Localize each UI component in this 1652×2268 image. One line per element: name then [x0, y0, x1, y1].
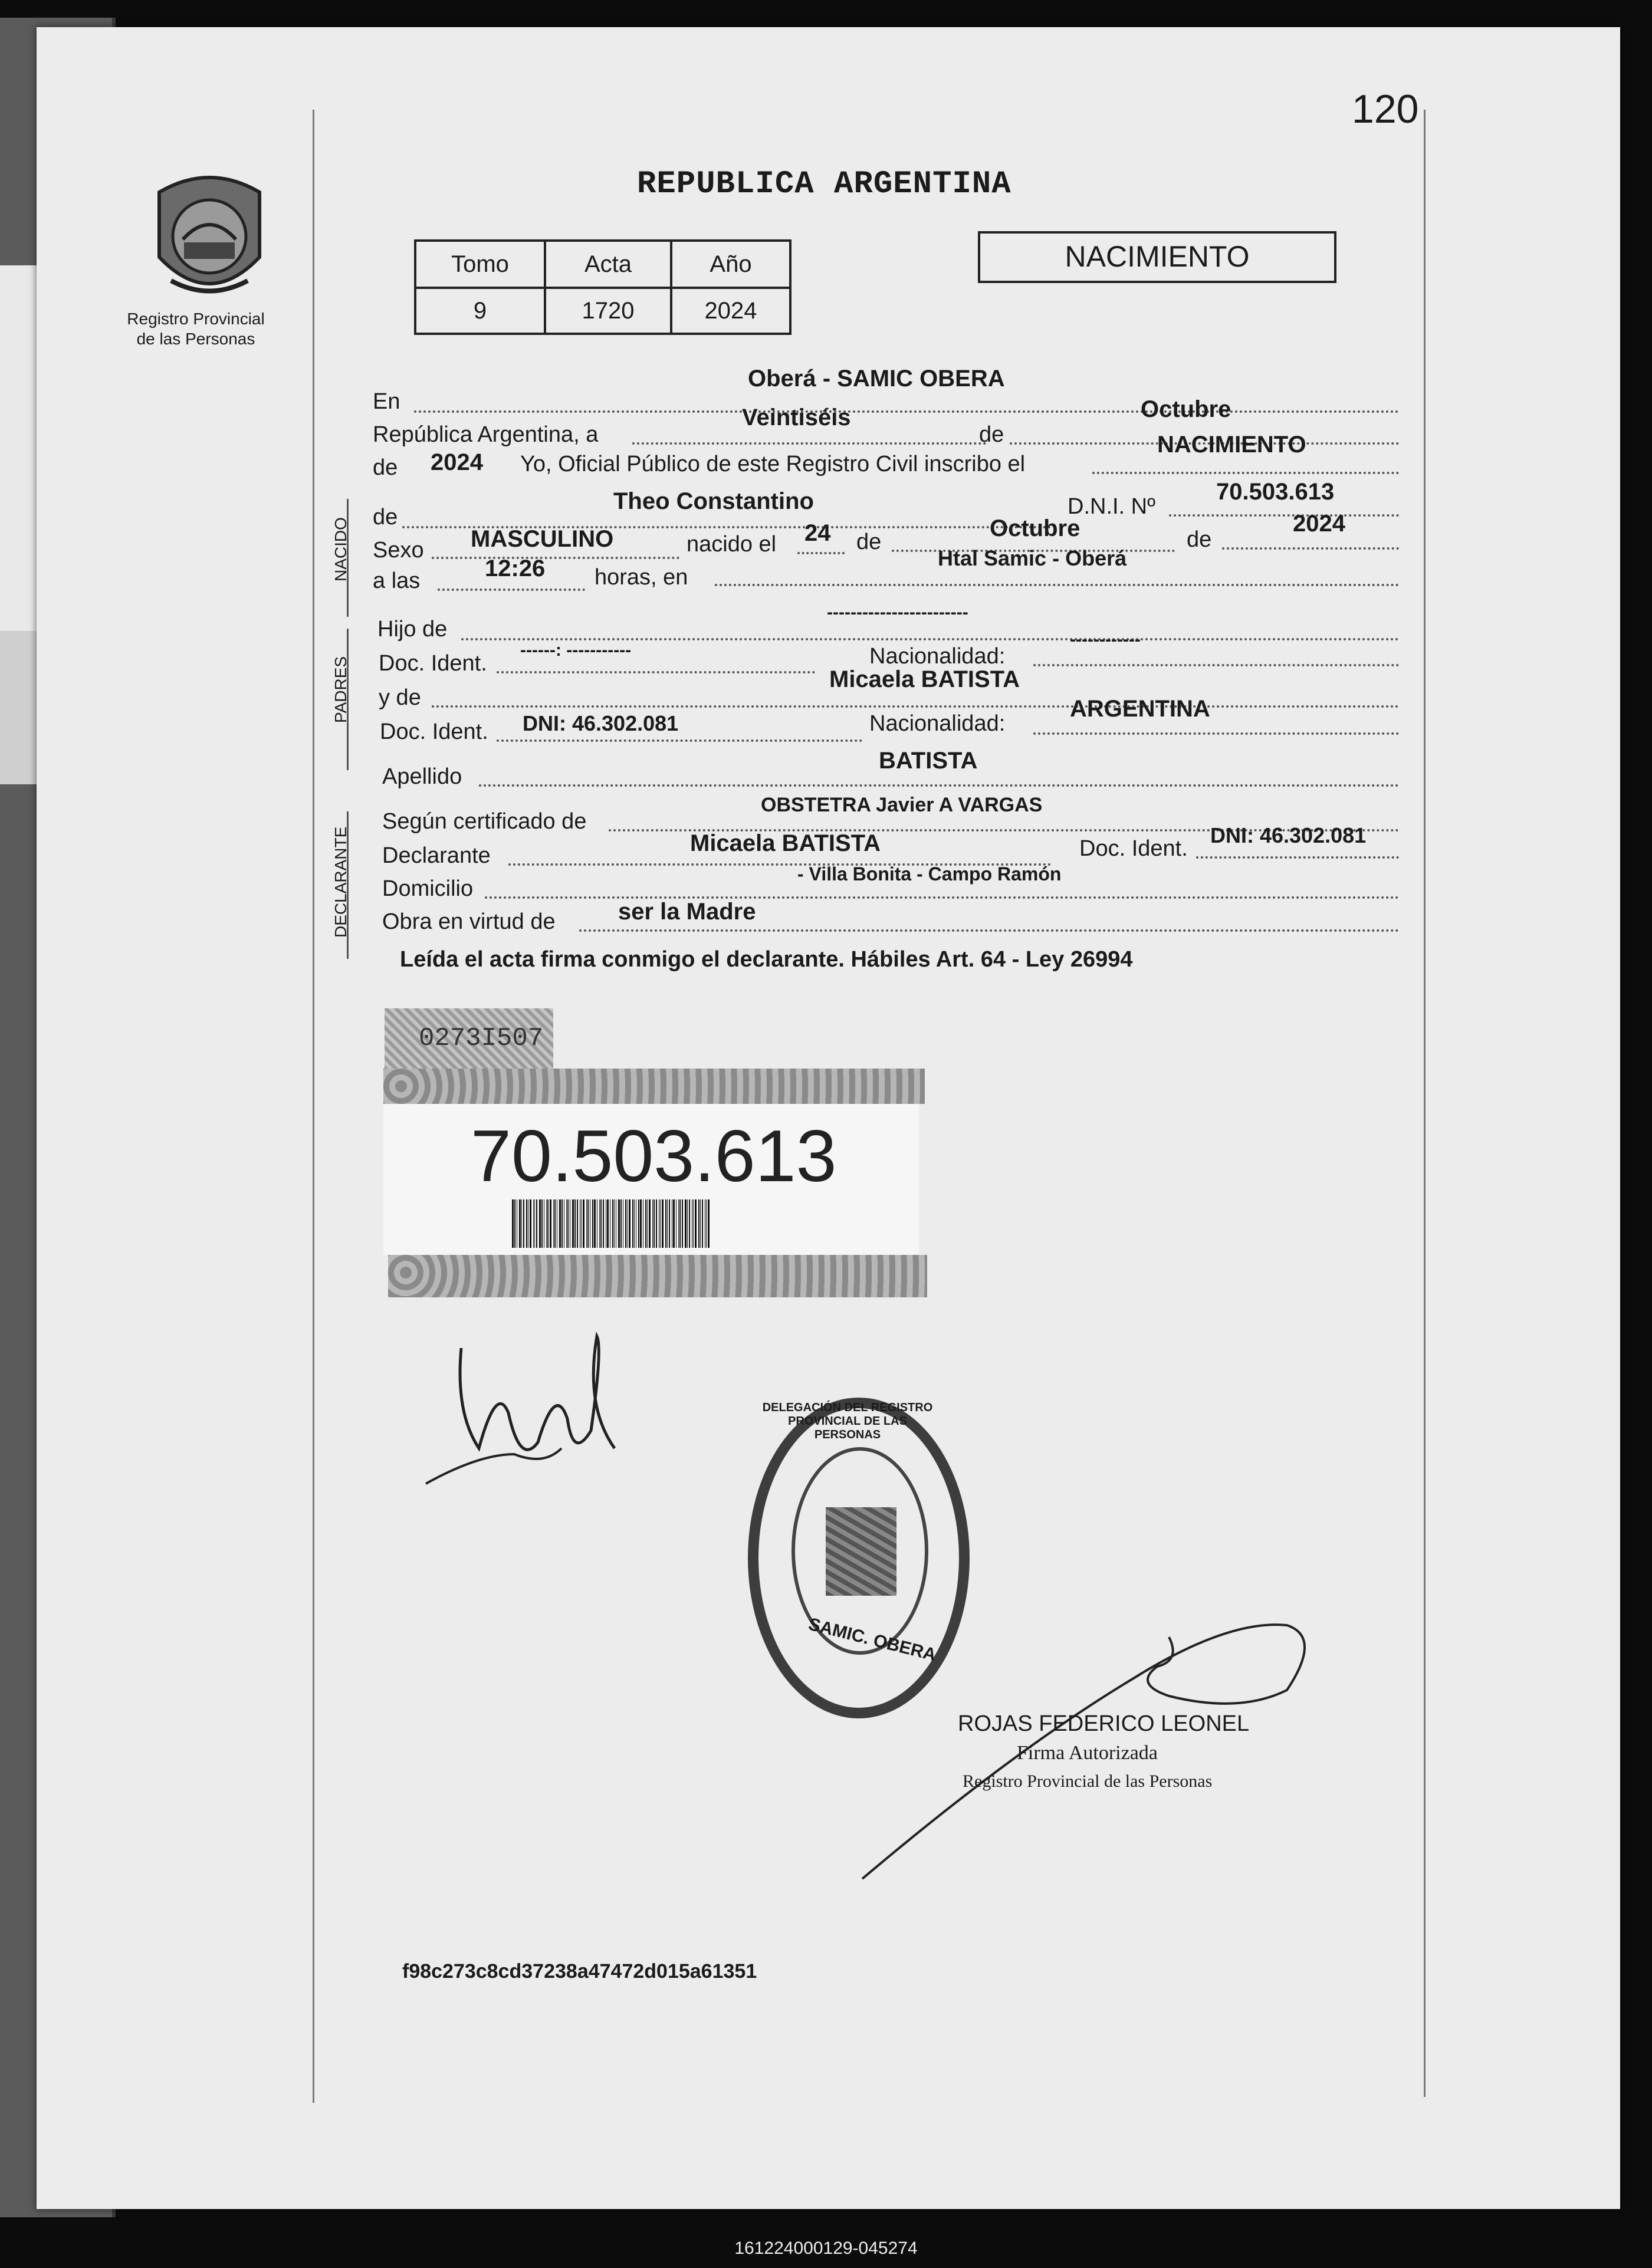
label-nacionalidad: Nacionalidad:: [869, 711, 1006, 736]
value-nac-dia: 24: [804, 520, 831, 546]
dotted-line: [497, 671, 815, 673]
document-sheet: [37, 27, 1620, 2209]
label-de: de: [979, 422, 1004, 447]
acta-value-anio: 2024: [671, 288, 790, 334]
value-padre: ------------------------: [827, 603, 968, 622]
label-nacido-el: nacido el: [687, 532, 777, 557]
stamp-ring-text: DELEGACIÓN DEL REGISTRO PROVINCIAL DE LAS PERSONAS: [762, 1401, 933, 1441]
label-declarante: Declarante: [382, 843, 491, 868]
registry-name-line2: de las Personas: [136, 330, 255, 348]
value-madre-nac: ARGENTINA: [1070, 696, 1210, 722]
value-domicilio: - Villa Bonita - Campo Ramón: [797, 863, 1062, 885]
document-hash: f98c273c8cd37238a47472d015a61351: [402, 1960, 757, 1983]
value-padre-doc: ------: -----------: [520, 640, 632, 660]
right-margin-line: [1424, 110, 1426, 2097]
dotted-line: [1169, 514, 1399, 517]
dotted-line: [414, 410, 1399, 413]
acta-header-anio: Año: [671, 241, 790, 288]
value-apellido: BATISTA: [879, 748, 978, 774]
security-strip: [385, 1008, 553, 1070]
label-horas-en: horas, en: [595, 565, 688, 590]
stamp-center-text: SAMIC. OBERA: [806, 1614, 938, 1665]
dotted-line: [497, 739, 862, 742]
label-apellido: Apellido: [382, 764, 462, 789]
security-pattern: [388, 1255, 927, 1297]
label-a-las: a las: [373, 568, 421, 593]
acta-header-tomo: Tomo: [415, 241, 545, 288]
dotted-line: [438, 589, 585, 591]
label-dni: D.N.I. Nº: [1068, 494, 1155, 519]
dotted-line: [1033, 732, 1399, 735]
misiones-seal-icon: [147, 169, 271, 310]
label-hijo-de: Hijo de: [377, 617, 448, 642]
label-doc-ident: Doc. Ident.: [380, 719, 488, 744]
value-declarante: Micaela BATISTA: [690, 830, 881, 856]
label-nacionalidad: Nacionalidad:: [869, 644, 1006, 669]
dotted-line: [479, 784, 1399, 787]
barcode: [512, 1199, 760, 1248]
acta-value-tomo: 9: [415, 288, 545, 334]
dotted-line: [1222, 547, 1399, 550]
label-de2: de: [373, 455, 398, 480]
dotted-line: [432, 557, 679, 559]
sticker-label: [383, 1104, 919, 1255]
value-nac-mes: Octubre: [990, 515, 1080, 541]
value-nombre: Theo Constantino: [613, 488, 814, 514]
label-obra: Obra en virtud de: [382, 909, 556, 934]
security-pattern: [383, 1069, 925, 1104]
value-sexo: MASCULINO: [471, 526, 614, 552]
label-republica: República Argentina, a: [373, 422, 599, 447]
acta-value-acta: 1720: [545, 288, 671, 334]
dotted-line: [432, 705, 1399, 708]
section-label-padres: PADRES: [331, 656, 350, 723]
official-title: Firma Autorizada: [1017, 1742, 1158, 1764]
label-de: de: [1187, 527, 1212, 552]
label-domicilio: Domicilio: [382, 876, 474, 901]
value-dia: Veintiséis: [742, 405, 851, 430]
footer-code: 161224000129-045274: [734, 2239, 918, 2258]
value-madre-doc: DNI: 46.302.081: [523, 711, 679, 735]
value-tipo: NACIMIENTO: [1157, 432, 1306, 458]
label-de: de: [856, 530, 882, 554]
dotted-line: [632, 442, 986, 445]
dotted-line: [715, 584, 1399, 586]
value-certificado: OBSTETRA Javier A VARGAS: [761, 794, 1043, 816]
sticker-number: 70.503.613: [471, 1116, 837, 1197]
sticker-serial: 0273I507: [419, 1024, 544, 1053]
official-org: Registro Provincial de las Personas: [963, 1771, 1213, 1791]
closing-statement: Leída el acta firma conmigo el declarante. Hábiles Art. 64 - Ley 26994: [400, 947, 1133, 972]
left-margin-line: [313, 110, 314, 2103]
label-yo: Yo, Oficial Público de este Registro Civil inscribo el: [520, 452, 1026, 476]
value-lugar: Oberá - SAMIC OBERA: [748, 366, 1005, 392]
label-y-de: y de: [379, 685, 421, 710]
dotted-line: [579, 929, 1399, 932]
dotted-line: [1092, 472, 1399, 474]
dotted-line: [797, 552, 845, 554]
value-anio: 2024: [431, 449, 483, 475]
value-madre: Micaela BATISTA: [829, 666, 1020, 692]
official-name: ROJAS FEDERICO LEONEL: [958, 1711, 1250, 1736]
value-hora: 12:26: [485, 556, 546, 581]
value-declarante-doc: DNI: 46.302.081: [1210, 823, 1367, 847]
value-obra: ser la Madre: [618, 899, 756, 925]
label-en: En: [373, 389, 400, 414]
value-nac-anio: 2024: [1293, 511, 1345, 537]
value-mes: Octubre: [1141, 396, 1231, 422]
country-heading: REPUBLICA ARGENTINA: [637, 166, 1011, 202]
label-doc-ident: Doc. Ident.: [1079, 836, 1188, 861]
dotted-line: [1033, 664, 1399, 666]
section-label-nacido: NACIDO: [331, 517, 350, 581]
value-lugar-nac: Htal Samic - Oberá: [938, 546, 1127, 570]
value-padre-nac: ------------: [1070, 630, 1141, 649]
page-number: 120: [1352, 87, 1419, 132]
label-segun: Según certificado de: [382, 809, 587, 834]
dotted-line: [1196, 856, 1399, 859]
acta-table: [414, 239, 791, 335]
section-label-declarante: DECLARANTE: [331, 826, 350, 938]
label-nacido-de: de: [373, 505, 398, 530]
value-dni: 70.503.613: [1216, 479, 1335, 505]
record-type-box: NACIMIENTO: [978, 231, 1336, 283]
registry-name-line1: Registro Provincial: [127, 310, 265, 328]
label-doc-ident: Doc. Ident.: [379, 651, 487, 676]
acta-header-acta: Acta: [545, 241, 671, 288]
declarant-signature: [414, 1313, 662, 1528]
label-sexo: Sexo: [373, 538, 424, 563]
